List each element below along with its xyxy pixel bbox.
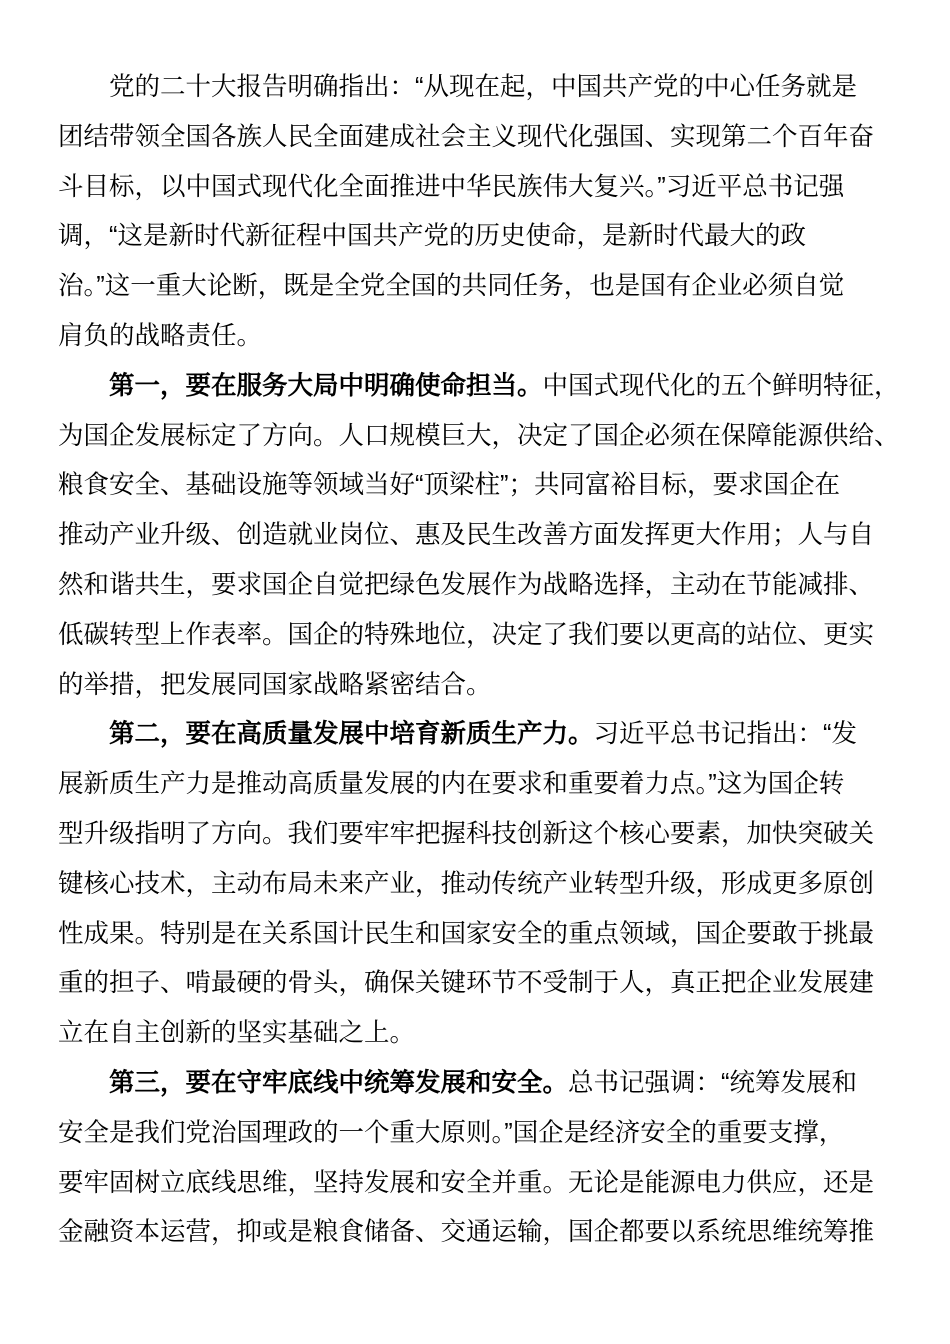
text-line: [58, 910, 918, 960]
body-text: 调，“这是新时代新征程中国共产党的历史使命，是新时代最大的政: [58, 222, 806, 251]
text-line: [58, 362, 918, 412]
text-line: [58, 212, 918, 262]
text-line: [58, 760, 918, 810]
body-text: 键核心技术，主动布局未来产业，推动传统产业转型升级，形成更多原创: [58, 869, 875, 898]
text-line: [58, 810, 918, 860]
text-line: [58, 1059, 918, 1109]
text-line: [58, 661, 918, 711]
paragraph-1: [58, 63, 918, 362]
text-line: [58, 860, 918, 910]
body-text: 展新质生产力是推动高质量发展的内在要求和重要着力点。”这为国企转: [58, 770, 845, 799]
text-line: [58, 1208, 918, 1258]
text-line: [58, 561, 918, 611]
body-text: 然和谐共生，要求国企自觉把绿色发展作为战略选择，主动在节能减排、: [58, 570, 875, 599]
text-line: [58, 163, 918, 213]
paragraph-2: [58, 362, 918, 711]
text-line: [58, 1009, 918, 1059]
text-line: [58, 1109, 918, 1159]
body-text: 团结带领全国各族人民全面建成社会主义现代化强国、实现第二个百年奋: [58, 122, 875, 151]
text-line: [58, 262, 918, 312]
body-text: 低碳转型上作表率。国企的特殊地位，决定了我们要以更高的站位、更实: [58, 620, 875, 649]
text-line: [58, 113, 918, 163]
text-line: [58, 511, 918, 561]
text-line: [58, 312, 918, 362]
text-line: [58, 710, 918, 760]
body-text: 粮食安全、基础设施等领域当好“顶梁柱”；共同富裕目标，要求国企在: [58, 471, 840, 500]
body-text: 中国式现代化的五个鲜明特征，: [542, 371, 900, 400]
bold-lead-text: 第一，要在服务大局中明确使命担当。: [109, 371, 543, 400]
body-text: 立在自主创新的坚实基础之上。: [58, 1019, 416, 1048]
body-text: 性成果。特别是在关系国计民生和国家安全的重点领域，国企要敢于挑最: [58, 919, 875, 948]
body-text: 斗目标，以中国式现代化全面推进中华民族伟大复兴。”习近平总书记强: [58, 172, 845, 201]
bold-lead-text: 第三，要在守牢底线中统筹发展和安全。: [109, 1068, 569, 1097]
body-text: 安全是我们党治国理政的一个重大原则。”国企是经济安全的重要支撑，: [58, 1118, 845, 1147]
text-line: [58, 461, 918, 511]
text-line: [58, 412, 918, 462]
document-body: [58, 63, 918, 1258]
body-text: 重的担子、啃最硬的骨头，确保关键环节不受制于人，真正把企业发展建: [58, 969, 875, 998]
paragraph-4: [58, 1059, 918, 1258]
body-text: 党的二十大报告明确指出：“从现在起，中国共产党的中心任务就是: [109, 73, 857, 101]
body-text: 治。”这一重大论断，既是全党全国的共同任务，也是国有企业必须自觉: [58, 272, 845, 301]
bold-lead-text: 第二，要在高质量发展中培育新质生产力。: [109, 720, 594, 749]
body-text: 的举措，把发展同国家战略紧密结合。: [58, 670, 492, 699]
text-line: [58, 63, 918, 113]
body-text: 肩负的战略责任。: [58, 321, 263, 350]
body-text: 金融资本运营，抑或是粮食储备、交通运输，国企都要以系统思维统筹推: [58, 1218, 875, 1247]
body-text: 习近平总书记指出：“发: [593, 720, 858, 749]
body-text: 推动产业升级、创造就业岗位、惠及民生改善方面发挥更大作用；人与自: [58, 521, 875, 550]
paragraph-3: [58, 710, 918, 1059]
text-line: [58, 959, 918, 1009]
text-line: [58, 611, 918, 661]
body-text: 总书记强调：“统筹发展和: [568, 1068, 858, 1097]
text-line: [58, 1159, 918, 1209]
body-text: 为国企发展标定了方向。人口规模巨大，决定了国企必须在保障能源供给、: [58, 421, 900, 450]
body-text: 要牢固树立底线思维，坚持发展和安全并重。无论是能源电力供应，还是: [58, 1168, 875, 1197]
body-text: 型升级指明了方向。我们要牢牢把握科技创新这个核心要素，加快突破关: [58, 819, 875, 848]
